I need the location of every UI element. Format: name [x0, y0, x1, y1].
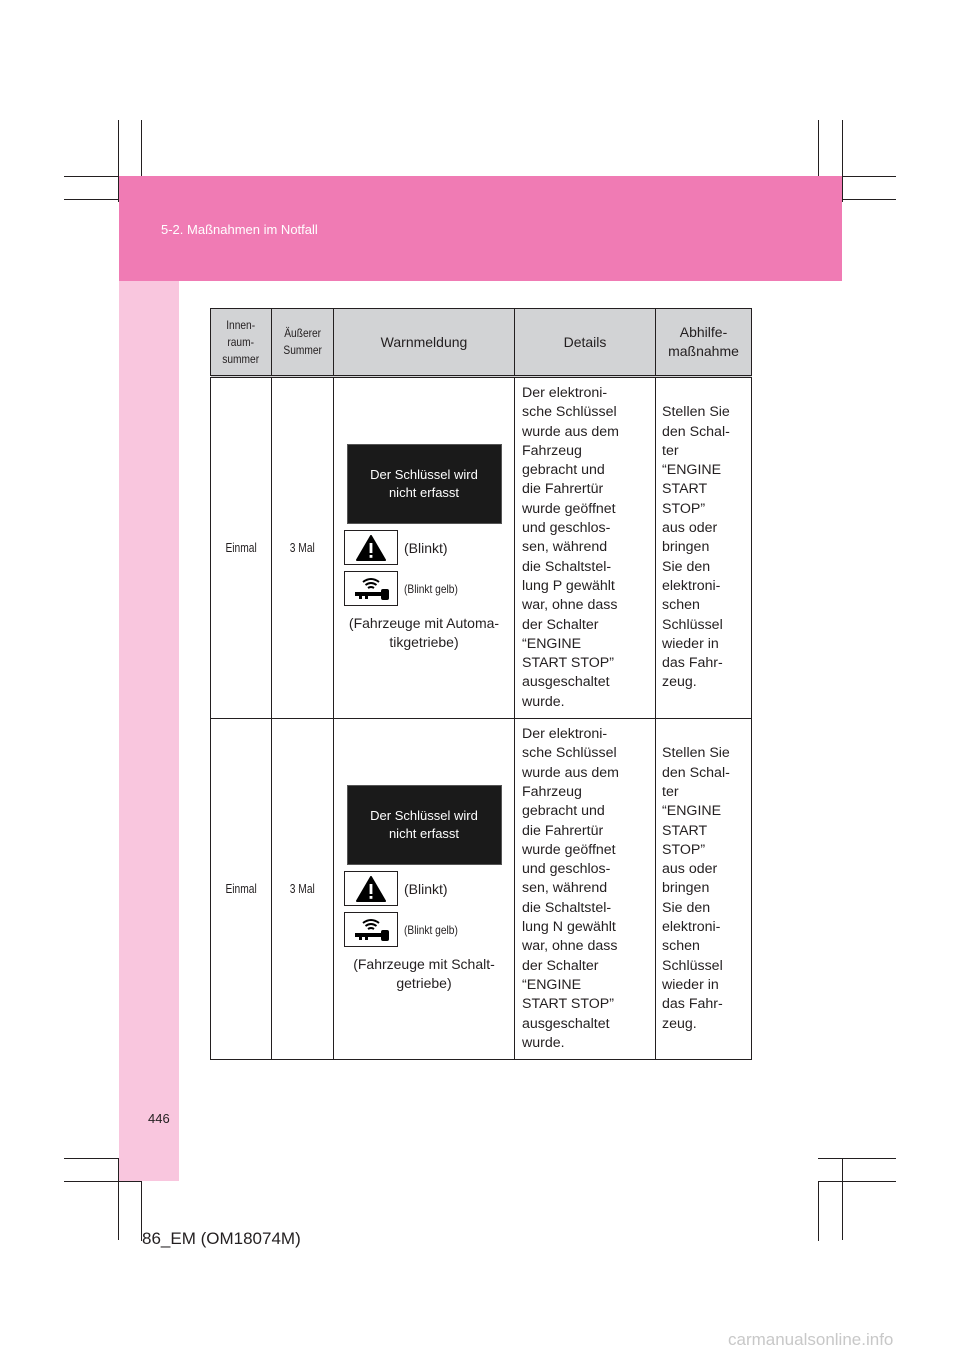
- interior-buzzer-value: Einmal: [225, 541, 257, 556]
- section-side-band: [119, 281, 179, 1181]
- table-row: [211, 377, 752, 719]
- section-title: 5-2. Maßnahmen im Notfall: [161, 222, 318, 237]
- warning-triangle-icon: [344, 530, 398, 565]
- header-details: [515, 309, 656, 377]
- display-message-text: Der Schlüssel wird nicht erfasst: [370, 467, 478, 501]
- page-number: 446: [148, 1111, 170, 1126]
- table-header-row: [211, 309, 752, 377]
- key-indicator-row: [334, 912, 514, 947]
- watermark: carmanualsonline.info: [728, 1330, 894, 1349]
- smart-key-icon: [344, 912, 398, 947]
- warning-table: [210, 308, 752, 1060]
- display-message: [347, 785, 502, 865]
- remedy-cell: Stellen Sie den Schal- ter “ENGINE START STOP” aus oder bringen Sie den elektroni- schen Schlüssel wieder in das Fahr- zeug.: [656, 377, 752, 719]
- smart-key-icon: [344, 571, 398, 606]
- header-warning-message: [334, 309, 515, 377]
- exterior-buzzer-value: 3 Mal: [289, 882, 316, 897]
- header-warning-message-label: Warnmeldung: [380, 333, 468, 350]
- header-interior-buzzer-label: Innen- raum- summer: [222, 317, 260, 366]
- header-interior-buzzer: [211, 309, 272, 377]
- remedy-cell: Stellen Sie den Schal- ter “ENGINE START STOP” aus oder bringen Sie den elektroni- schen Schlüssel wieder in das Fahr- zeug.: [656, 719, 752, 1060]
- header-details-label: Details: [563, 333, 607, 350]
- warning-indicator-row: [334, 871, 514, 906]
- exterior-buzzer-cell: [272, 719, 334, 1060]
- key-indicator-label: (Blinkt gelb): [404, 922, 458, 937]
- display-message-text: Der Schlüssel wird nicht erfasst: [370, 808, 478, 842]
- warning-message-cell: [334, 377, 515, 719]
- vehicle-note: (Fahrzeuge mit Automa- tikgetriebe): [348, 615, 500, 651]
- header-remedy-label: Abhilfe- maßnahme: [668, 324, 739, 359]
- crop-mark: [818, 1158, 896, 1159]
- crop-mark: [842, 1158, 843, 1240]
- interior-buzzer-value: Einmal: [225, 882, 257, 897]
- exterior-buzzer-cell: [272, 377, 334, 719]
- details-cell: Der elektroni- sche Schlüssel wurde aus dem Fahrzeug gebracht und die Fahrertür wurde geöffnet und geschlos- sen, während die Schaltstel- lung N gewählt war, ohne dass der Schalter “ENGINE START STOP” ausgeschaltet wurde.: [515, 719, 656, 1060]
- exterior-buzzer-value: 3 Mal: [289, 541, 316, 556]
- warning-indicator-label: (Blinkt): [404, 880, 448, 897]
- header-exterior-buzzer-label: Äußerer Summer: [283, 326, 322, 357]
- key-indicator-row: [334, 571, 514, 606]
- crop-mark: [818, 1181, 819, 1241]
- table-row: [211, 719, 752, 1060]
- key-indicator-label: (Blinkt gelb): [404, 581, 458, 596]
- display-message: [347, 444, 502, 524]
- interior-buzzer-cell: [211, 377, 272, 719]
- vehicle-note: (Fahrzeuge mit Schalt- getriebe): [353, 956, 495, 992]
- crop-mark: [842, 120, 843, 202]
- header-exterior-buzzer: [272, 309, 334, 377]
- footer-code: 86_EM (OM18074M): [142, 1229, 301, 1248]
- warning-indicator-label: (Blinkt): [404, 539, 448, 556]
- details-cell: Der elektroni- sche Schlüssel wurde aus dem Fahrzeug gebracht und die Fahrertür wurde geöffnet und geschlos- sen, während die Schaltstel- lung P gewählt war, ohne dass der Schalter “ENGINE START STOP” ausgeschaltet wurde.: [515, 377, 656, 719]
- crop-mark: [818, 1181, 896, 1182]
- header-remedy: [656, 309, 752, 377]
- warning-indicator-row: [334, 530, 514, 565]
- warning-message-cell: [334, 719, 515, 1060]
- warning-triangle-icon: [344, 871, 398, 906]
- interior-buzzer-cell: [211, 719, 272, 1060]
- crop-mark: [64, 1181, 142, 1182]
